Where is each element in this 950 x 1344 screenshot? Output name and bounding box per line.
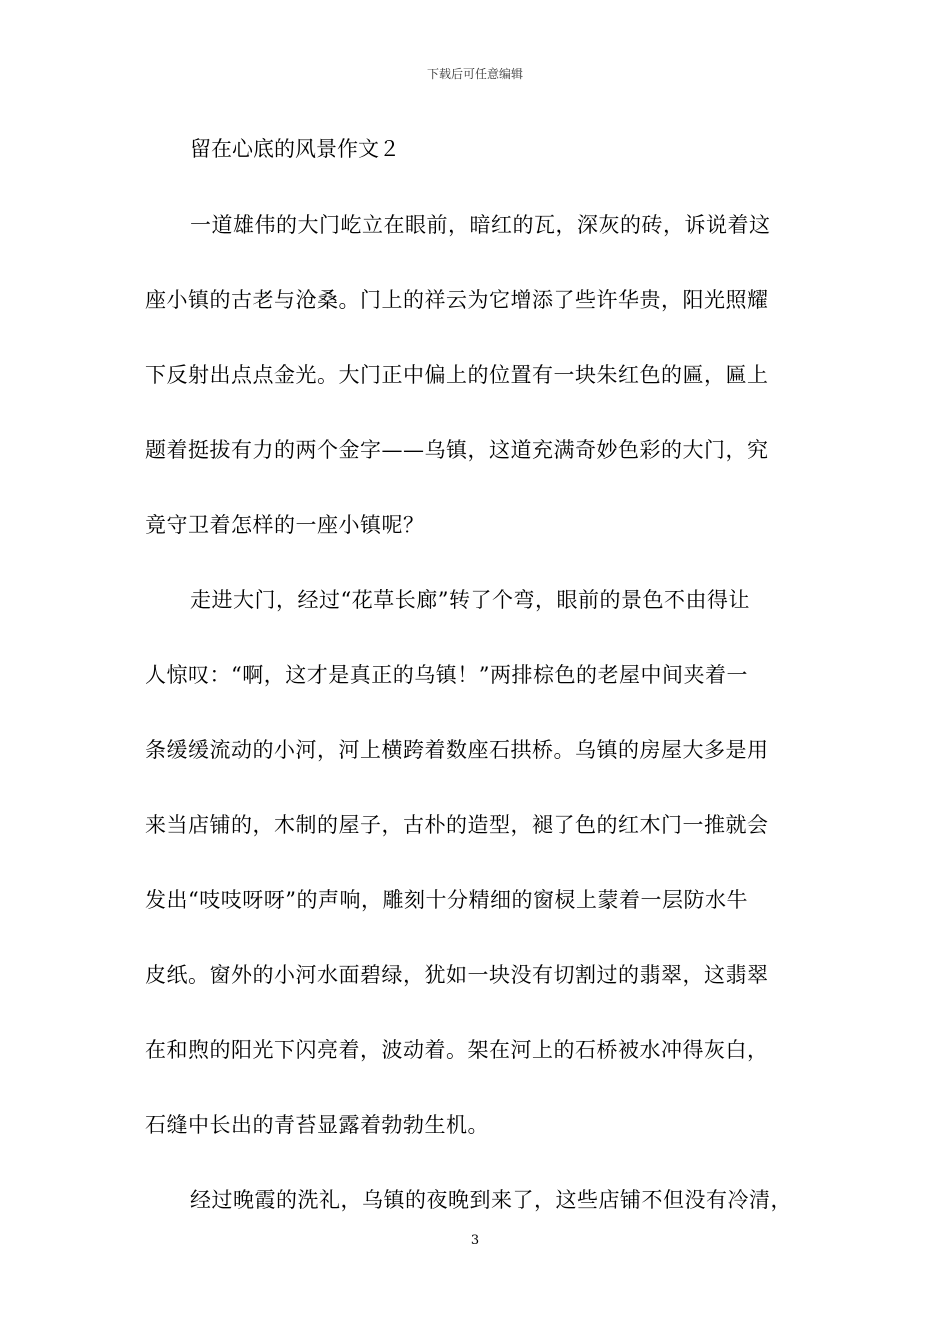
paragraph-2-line-4: 来当店铺的，木制的屋子，古朴的造型，褪了色的红木门一推就会 bbox=[145, 813, 769, 837]
paragraph-2-line-5: 发出“吱吱呀呀”的声响，雕刻十分精细的窗棂上蒙着一层防水牛 bbox=[145, 888, 748, 912]
paragraph-1-line-2: 座小镇的古老与沧桑。门上的祥云为它增添了些许华贵，阳光照耀 bbox=[145, 288, 769, 312]
paragraph-3-line-1: 经过晚霞的洗礼，乌镇的夜晚到来了，这些店铺不但没有冷清， bbox=[190, 1188, 792, 1212]
paragraph-1-line-4: 题着挺拔有力的两个金字——乌镇，这道充满奇妙色彩的大门，究 bbox=[145, 438, 769, 462]
paragraph-2-line-6: 皮纸。窗外的小河水面碧绿，犹如一块没有切割过的翡翠，这翡翠 bbox=[145, 963, 769, 987]
paragraph-2-line-7: 在和煦的阳光下闪亮着，波动着。架在河上的石桥被水冲得灰白， bbox=[145, 1038, 769, 1062]
paragraph-1-line-3: 下反射出点点金光。大门正中偏上的位置有一块朱红色的匾，匾上 bbox=[145, 363, 769, 387]
header-note: 下载后可任意编辑 bbox=[426, 67, 523, 81]
paragraph-1-line-5: 竟守卫着怎样的一座小镇呢？ bbox=[145, 513, 425, 537]
page-number: 3 bbox=[470, 1233, 480, 1248]
document-title: 留在心底的风景作文２ bbox=[190, 137, 400, 161]
paragraph-2-line-3: 条缓缓流动的小河，河上横跨着数座石拱桥。乌镇的房屋大多是用 bbox=[145, 738, 769, 762]
paragraph-2-line-8: 石缝中长出的青苔显露着勃勃生机。 bbox=[145, 1113, 489, 1137]
paragraph-2-line-1: 走进大门，经过“花草长廊”转了个弯，眼前的景色不由得让 bbox=[190, 588, 750, 612]
paragraph-2-line-2: 人惊叹：“啊，这才是真正的乌镇！”两排棕色的老屋中间夹着一 bbox=[145, 663, 748, 687]
paragraph-1-line-1: 一道雄伟的大门屹立在眼前，暗红的瓦，深灰的砖，诉说着这 bbox=[190, 213, 771, 237]
